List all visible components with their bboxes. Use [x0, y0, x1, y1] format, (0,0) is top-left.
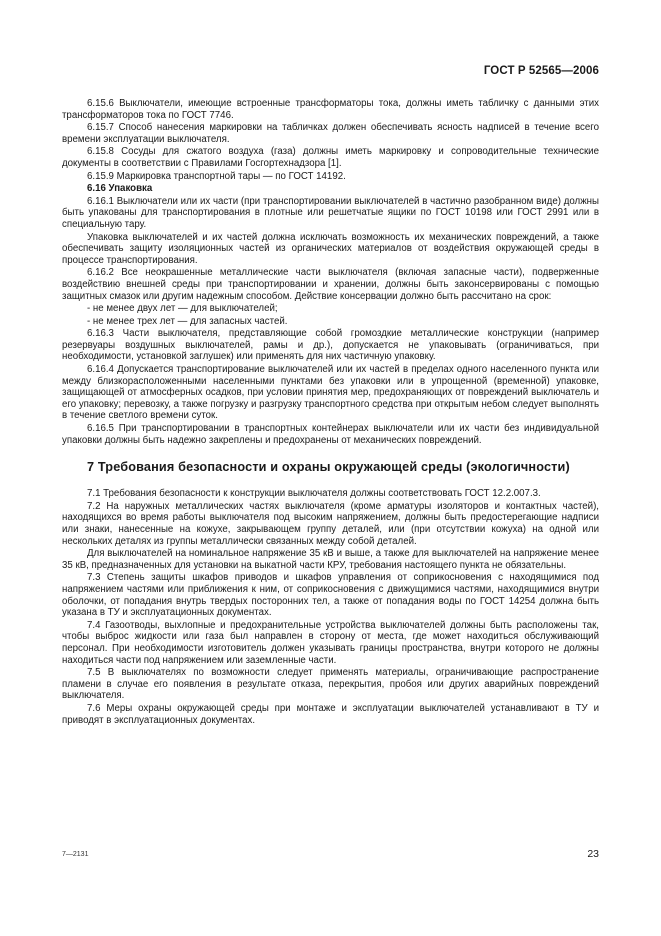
print-code: 7—2131	[62, 851, 89, 858]
paragraph: 6.16.4 Допускается транспортирование выключателей или их частей в пределах одного населенного пункта или между близкорасположенными населенными пунктами без упаковки или в упрощенной (временной) упаковке, защищающей от атмосферных осадков, при условии принятия мер, предохраняющих от повреждений выключатель и его упаковку; перевозку, а также погрузку и разгрузку транспортного средства при открытым небом следует выполнять в течение светлого времени суток.	[62, 364, 599, 422]
paragraph: 6.16.3 Части выключателя, представляющие собой громоздкие металлические конструкции (например резервуары воздушных выключателей, рамы и др.), допускается не упаковывать (ограничиваться, при необходимости, установкой заглушек) или применять для них частичную упаковку.	[62, 328, 599, 363]
paragraph: 7.3 Степень защиты шкафов приводов и шкафов управления от соприкосновения с находящимися под напряжением частями или приближения к ним, от соприкосновения с движущимися частями, находящимися внутри оболочки, от попадания внутрь твердых посторонних тел, а также от попадания воды по ГОСТ 14254 должна быть указана в ТУ и эксплуатационных документах.	[62, 572, 599, 619]
paragraph: 7.2 На наружных металлических частях выключателя (кроме арматуры изоляторов и контактных частей), находящихся во время работы выключателя под высоким напряжением, должны быть предостерегающие надписи или знаки, нанесенные на кожухе, закрывающем группу деталей, или (при отсутствии кожуха) на одной или нескольких деталях из группы металлически связанных между собой деталей.	[62, 500, 599, 547]
subsection-heading: 6.16 Упаковка	[87, 183, 153, 195]
page-number: 23	[587, 848, 599, 860]
paragraph: 6.15.9 Маркировка транспортной тары — по ГОСТ 14192.	[87, 170, 346, 182]
paragraph: 6.16.5 При транспортировании в транспортных контейнерах выключатели или их части без индивидуальной упаковки должны быть надежно закреплены и предохранены от механических повреждений.	[62, 423, 599, 446]
paragraph: 7.6 Меры охраны окружающей среды при монтаже и эксплуатации выключателей устанавливают в ТУ и приводят в эксплуатационных документах.	[62, 702, 599, 726]
paragraph: 6.16.2 Все неокрашенные металлические части выключателя (включая запасные части), подверженные воздействию внешней среды при транспортировании и хранении, должны быть законсервированы с помощью защитных смазок или другим надежным способом. Действие консервации должно быть рассчитано на срок:	[62, 267, 599, 302]
paragraph: 7.5 В выключателях по возможности следует применять материалы, ограничивающие распространение пламени в случае его появления в результате отказа, перекрытия, пробоя или других аварийных повреждений выключателя.	[62, 667, 599, 702]
document-id-header: ГОСТ Р 52565—2006	[483, 65, 599, 77]
list-item: - не менее трех лет — для запасных частей.	[87, 315, 288, 327]
section-title: 7 Требования безопасности и охраны окружающей среды (экологичности)	[87, 460, 570, 475]
paragraph: Упаковка выключателей и их частей должна исключать возможность их механических повреждений, а также обеспечивать защиту изоляционных частей из органических материалов от воздействия окружающей среды в процессе транспортирования.	[62, 231, 599, 266]
document-body	[62, 98, 599, 727]
paragraph: Для выключателей на номинальное напряжение 35 кВ и выше, а также для выключателей на напряжение менее 35 кВ, предназначенных для установки на выкатной части КРУ, требования настоящего пункта не обязательны.	[62, 548, 599, 571]
paragraph: 7.1 Требования безопасности к конструкции выключателя должны соответствовать ГОСТ 12.2.007.3.	[87, 488, 541, 500]
paragraph: 6.15.6 Выключатели, имеющие встроенные трансформаторы тока, должны иметь табличку с данными этих трансформаторов тока по ГОСТ 7746.	[62, 98, 599, 121]
paragraph: 6.15.8 Сосуды для сжатого воздуха (газа) должны иметь маркировку и сопроводительные технические документы в соответствии с Правилами Госгортехнадзора [1].	[62, 146, 599, 169]
paragraph: 7.4 Газоотводы, выхлопные и предохранительные устройства выключателей должны быть расположены так, чтобы выброс жидкости или газа был направлен в сторону от места, где может находиться обслуживающий персонал. При необходимости изготовитель должен указывать границы пространства, внутри которого не должны находиться части под напряжением или заземленные части.	[62, 619, 599, 666]
list-item: - не менее двух лет — для выключателей;	[87, 303, 278, 315]
paragraph: 6.15.7 Способ нанесения маркировки на табличках должен обеспечивать ясность надписей в течение всего времени эксплуатации выключателя.	[62, 122, 599, 145]
paragraph: 6.16.1 Выключатели или их части (при транспортировании выключателей в частично разобранном виде) должны быть упакованы для транспортирования в плотные или решетчатые ящики по ГОСТ 10198 или ГОСТ 2991 или в специальную тару.	[62, 195, 599, 230]
